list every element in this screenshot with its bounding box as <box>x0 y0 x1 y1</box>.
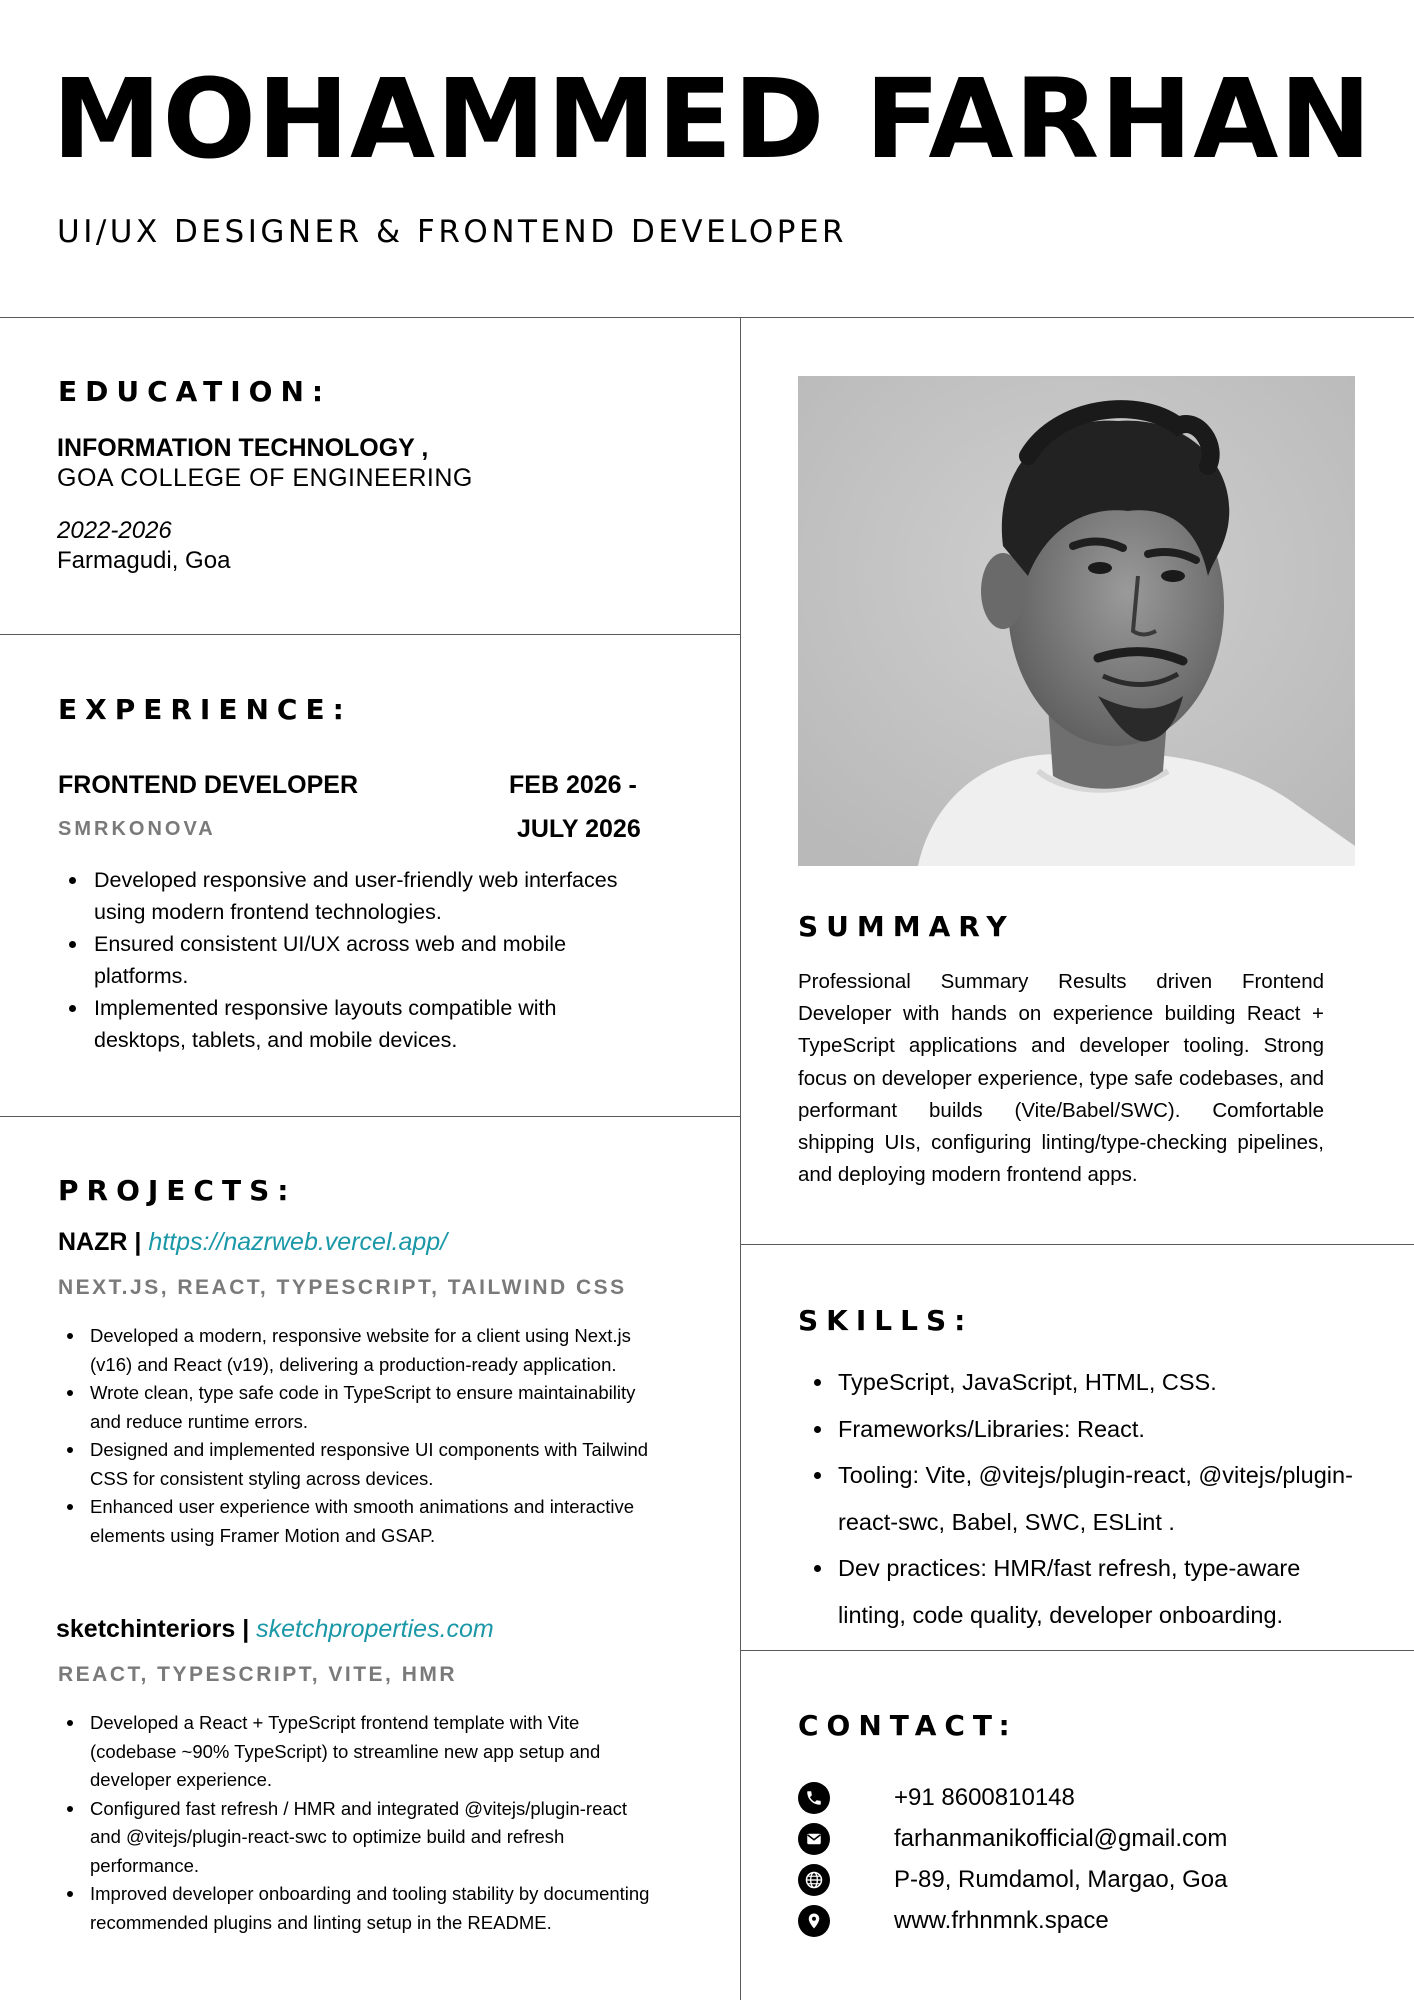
list-item: Tooling: Vite, @vitejs/plugin-react, @vitejs/plugin-react-swc, Babel, SWC, ESLint . <box>838 1452 1358 1545</box>
experience-bullets <box>94 864 654 1056</box>
experience-company: SMRKONOVA <box>58 818 216 840</box>
contact-address: P-89, Rumdamol, Margao, Goa <box>894 1866 1228 1893</box>
project-sketch-title <box>56 1615 494 1644</box>
project-nazr-title <box>58 1228 447 1257</box>
resume-name: MOHAMMED FARHAN <box>52 55 1373 183</box>
contact-phone[interactable]: +91 8600810148 <box>894 1784 1075 1811</box>
list-item: Frameworks/Libraries: React. <box>838 1406 1358 1453</box>
project-name: sketchinteriors <box>56 1615 236 1643</box>
contact-website-row <box>798 1905 1109 1937</box>
list-item: Designed and implemented responsive UI components with Tailwind CSS for consistent styling across devices. <box>90 1436 660 1493</box>
education-school: GOA COLLEGE OF ENGINEERING <box>57 464 473 492</box>
resume-role: UI/UX DESIGNER & FRONTEND DEVELOPER <box>57 214 848 250</box>
project-link[interactable]: sketchproperties.com <box>256 1615 494 1643</box>
contact-address-row <box>798 1864 1228 1896</box>
education-heading: EDUCATION: <box>58 375 332 408</box>
education-location: Farmagudi, Goa <box>57 547 231 574</box>
list-item: Wrote clean, type safe code in TypeScript to ensure maintainability and reduce runtime errors. <box>90 1379 660 1436</box>
education-years: 2022-2026 <box>57 517 172 544</box>
experience-date-end: JULY 2026 <box>517 815 641 843</box>
summary-heading: SUMMARY <box>798 910 1015 943</box>
list-item: Implemented responsive layouts compatible with desktops, tablets, and mobile devices. <box>94 992 654 1056</box>
projects-heading: PROJECTS: <box>58 1174 297 1207</box>
project-sketch-tech: REACT, TYPESCRIPT, VITE, HMR <box>58 1663 458 1686</box>
project-nazr-bullets <box>90 1322 660 1550</box>
contact-email-row <box>798 1823 1228 1855</box>
contact-heading: CONTACT: <box>798 1709 1018 1742</box>
list-item: Developed a modern, responsive website for a client using Next.js (v16) and React (v19), delivering a production-ready application. <box>90 1322 660 1379</box>
skills-divider <box>740 1650 1414 1651</box>
summary-divider <box>740 1244 1414 1245</box>
list-item: Improved developer onboarding and tooling stability by documenting recommended plugins and linting setup in the README. <box>90 1880 660 1937</box>
globe-icon <box>798 1864 830 1896</box>
location-icon <box>798 1905 830 1937</box>
experience-date-start: FEB 2026 - <box>509 771 637 799</box>
experience-job-title: FRONTEND DEVELOPER <box>58 771 359 799</box>
phone-icon <box>798 1782 830 1814</box>
list-item: Configured fast refresh / HMR and integrated @vitejs/plugin-react and @vitejs/plugin-react-swc to optimize build and refresh performance. <box>90 1795 660 1881</box>
summary-text: Professional Summary Results driven Frontend Developer with hands on experience building React + TypeScript applications and developer tooling. Strong focus on developer experience, type safe codebases, and performant builds (Vite/Babel/SWC). Comfortable shipping UIs, configuring linting/type-checking pipelines, and deploying modern frontend apps. <box>798 970 1324 1187</box>
contact-email[interactable]: farhanmanikofficial@gmail.com <box>894 1825 1228 1852</box>
education-degree: INFORMATION TECHNOLOGY , <box>57 434 429 462</box>
education-divider <box>0 634 740 635</box>
project-separator: | <box>127 1228 149 1256</box>
list-item: Developed a React + TypeScript frontend template with Vite (codebase ~90% TypeScript) to streamline new app setup and developer experience. <box>90 1709 660 1795</box>
project-separator: | <box>235 1615 257 1643</box>
contact-website[interactable]: www.frhnmnk.space <box>894 1907 1109 1934</box>
list-item: Dev practices: HMR/fast refresh, type-aware linting, code quality, developer onboarding. <box>838 1545 1358 1638</box>
experience-heading: EXPERIENCE: <box>58 693 352 726</box>
project-link[interactable]: https://nazrweb.vercel.app/ <box>148 1228 448 1256</box>
project-name: NAZR <box>58 1228 128 1256</box>
portrait-illustration <box>798 376 1355 866</box>
skills-list <box>838 1359 1358 1638</box>
list-item: Enhanced user experience with smooth animations and interactive elements using Framer Motion and GSAP. <box>90 1493 660 1550</box>
project-sketch-bullets <box>90 1709 660 1937</box>
list-item: Developed responsive and user-friendly web interfaces using modern frontend technologies. <box>94 864 654 928</box>
skills-heading: SKILLS: <box>798 1304 974 1337</box>
contact-phone-row <box>798 1782 1075 1814</box>
profile-photo <box>798 376 1355 866</box>
project-nazr-tech: NEXT.JS, REACT, TYPESCRIPT, TAILWIND CSS <box>58 1276 627 1299</box>
header-divider <box>0 317 1414 318</box>
experience-divider <box>0 1116 740 1117</box>
list-item: Ensured consistent UI/UX across web and mobile platforms. <box>94 928 654 992</box>
list-item: TypeScript, JavaScript, HTML, CSS. <box>838 1359 1358 1406</box>
mail-icon <box>798 1823 830 1855</box>
column-divider <box>740 318 741 2000</box>
